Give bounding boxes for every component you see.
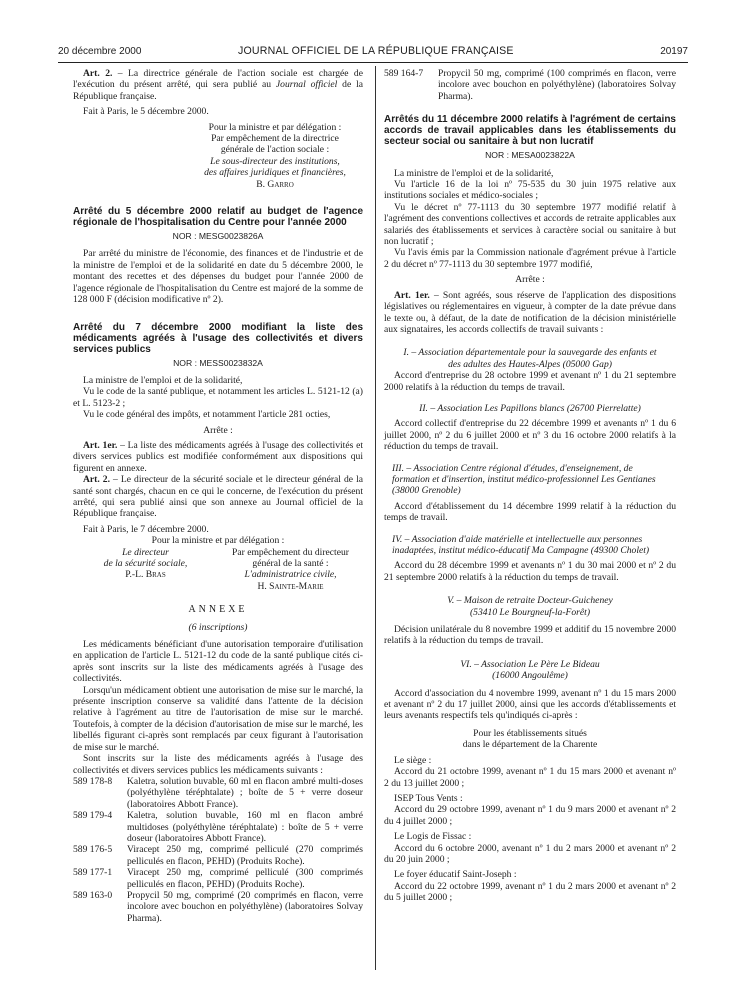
visa-line: Vu le décret nº 77-1113 du 30 septembre 1977 modifié relatif à l'agrément des conventions collectives et accords de retraite applicables aux salariés des établissements et services à caractère social ou sanitaire à but non lucratif ; (384, 201, 676, 248)
section-title: VI. – Association Le Père Le Bideau (460, 658, 600, 670)
signature-block-1: Pour la ministre et par délégation : Par empêchement de la directrice générale de l'action sociale : Le sous-directeur des institutions, des affaires juridiques et financières, B. Garro (204, 121, 346, 190)
section-body: Accord collectif d'entreprise du 22 décembre 1999 et avenants nº 1 du 6 juillet 2000, nº 2 du 6 juillet 2000 et nº 3 du 16 octobre 2000 relatifs à la réduction du temps de travail. (384, 418, 676, 453)
annexe-paragraph: Les médicaments bénéficiant d'une autorisation temporaire d'utilisation en application de l'article L. 5121-12 du code de la santé publique cités ci-après sont inscrits sur la liste des médicaments agréés à l'usage des collectivités. (73, 639, 363, 685)
section-body: Décision unilatérale du 8 novembre 1999 et additif du 15 novembre 2000 relatifs à la réduction du temps de travail. (384, 624, 676, 647)
medicament-entry: 589 179-4 Kaletra, solution buvable, 160 ml en flacon ambré multidoses (polyéthylène téréphtalate) : boîte de 5 + verre doseur (laboratoires Abbott France). (73, 810, 363, 844)
etablissement-name: Le siège : (394, 754, 432, 766)
arrete-label: Arrête : (203, 424, 233, 436)
section-title: II. – Association Les Papillons blancs (26700 Pierrelatte) (419, 402, 641, 414)
article-2-paragraph: Art. 2. – La directrice générale de l'action sociale est chargée de l'exécution du présent arrêté, qui sera publié au Journal officiel de la République française. (73, 68, 363, 102)
visa-line: Vu l'avis émis par la Commission nationale d'agrément prévue à l'article 2 du décret nº 77-1113 du 30 septembre 1977 modifié, (384, 247, 676, 270)
etablissement-accord: Accord du 29 octobre 1999, avenant nº 1 du 9 mars 2000 et avenant nº 2 du 4 juillet 2000 ; (384, 804, 676, 827)
etablissement-name: ISEP Tous Vents : (394, 792, 463, 804)
annexe-paragraph: Lorsqu'un médicament obtient une autorisation de mise sur le marché, la présente inscription conserve sa validité dans l'attente de la décision relative à l'agrément au titre de l'autorisation de mise sur le marché. Toutefois, à compter de la décision d'autorisation de mise sur le marché, les libellés figurant ci-après sont remplacés par ceux figurant à l'autorisation de mise sur le marché. (73, 684, 363, 753)
visa-line: La ministre de l'emploi et de la solidarité, (394, 167, 554, 179)
section-body: Accord d'établissement du 14 décembre 1999 relatif à la réduction du temps de travail. (384, 500, 676, 524)
header-date: 20 décembre 2000 (58, 46, 142, 57)
visa-line: La ministre de l'emploi et de la solidarité, (83, 374, 243, 386)
medicament-entry: 589 164-7 Propycil 50 mg, comprimé (100 comprimés en flacon, verre incolore avec bouchon en polyéthylène) (laboratoires Solvay Pharma). (384, 68, 676, 102)
arrete-label: Arrête : (515, 274, 545, 286)
section-title: V. – Maison de retraite Docteur-Guicheney (447, 595, 613, 607)
arrete-title-budget: Arrêté du 5 décembre 2000 relatif au budget de l'agence régionale de l'hospitalisation du Centre pour l'année 2000 (73, 206, 363, 229)
fait-a-paris-2: Fait à Paris, le 7 décembre 2000. (83, 523, 209, 535)
fait-a-paris-1: Fait à Paris, le 5 décembre 2000. (83, 106, 209, 118)
section-subtitle: (53410 Le Bourgneuf-la-Forêt) (469, 606, 591, 618)
etablissement-accord: Accord du 22 octobre 1999, avenant nº 1 du 2 mars 2000 et avenant nº 2 du 5 juillet 2000 ; (384, 880, 676, 904)
annexe-paragraph: Sont inscrits sur la liste des médicaments agréés à l'usage des collectivités et divers services publics les médicaments suivants : (73, 753, 363, 776)
visa-line: Vu l'article 16 de la loi nº 75-535 du 30 juin 1975 relative aux institutions sociales et médico-sociales ; (384, 179, 676, 202)
arrete-budget-body: Par arrêté du ministre de l'économie, des finances et de l'industrie et de la ministre de l'emploi et de la solidarité en date du 5 décembre 2000, le montant des recettes et des dépenses du budget pour l'année 2000 de l'agence régionale de l'hospitalisation du Centre est majoré de la somme de 128 000 F (décision modificative nº 2). (73, 248, 363, 306)
etablissements-heading: dans le département de la Charente (462, 739, 598, 751)
nor-reference: NOR : MESA0023822A (485, 150, 575, 161)
section-subtitle: (16000 Angoulême) (492, 670, 568, 682)
medicament-entry: 589 176-5 Viracept 250 mg, comprimé pelliculé (270 comprimés pelliculés en flacon, PEHD) (Produits Roche). (73, 844, 363, 867)
etablissement-accord: Accord du 6 octobre 2000, avenant nº 1 du 2 mars 2000 et avenant nº 2 du 20 juin 2000 ; (384, 842, 676, 865)
section-body: Accord d'entreprise du 28 octobre 1999 et avenant nº 1 du 21 septembre 2000 relatifs à la réduction du temps de travail. (384, 370, 676, 393)
header-rule (58, 62, 688, 63)
column-divider (375, 66, 376, 970)
article-2-paragraph: Art. 2. – Le directeur de la sécurité sociale et le directeur général de la santé sont chargés, chacun en ce qui le concerne, de l'exécution du présent arrêté, qui sera publié ainsi que son annexe au Journal officiel de la République française. (73, 474, 363, 520)
visa-line: Vu le code général des impôts, et notamment l'article 281 octies, (83, 409, 331, 421)
nor-reference: NOR : MESS0023832A (173, 357, 263, 368)
section-title: III. – Association Centre régional d'études, d'enseignement, de formation et d'insertion, institut médico-professionnel Les Gentianes (38000 Grenoble) (392, 462, 656, 497)
article-1-paragraph: Art. 1er. – La liste des médicaments agréés à l'usage des collectivités et divers services publics est modifiée conformément aux dispositions qui figurent en annexe. (73, 439, 363, 474)
inscriptions-count: (6 inscriptions) (188, 621, 248, 633)
section-body: Accord d'association du 4 novembre 1999, avenant nº 1 du 15 mars 2000 et avenant nº 2 du 17 juillet 2000, ainsi que les accords d'établissements et leurs avenants respectifs tels qu'indiqués ci-après : (384, 687, 676, 722)
etablissement-name: Le foyer éducatif Saint-Joseph : (394, 869, 517, 881)
signature-block-2: Le directeur de la sécurité sociale, P.-L. Bras Par empêchement du directeur général de la santé : L'administratrice civile, H. Sainte-Marie (103, 546, 349, 592)
medicament-entry: 589 163-0 Propycil 50 mg, comprimé (20 comprimés en flacon, verre incolore avec bouchon en polyéthylène) (laboratoires Solvay Pharma). (73, 889, 363, 924)
visa-line: Vu le code de la santé publique, et notamment les articles L. 5121-12 (a) et L. 5123-2 ; (73, 386, 363, 409)
etablissement-accord: Accord du 21 octobre 1999, avenant nº 1 du 15 mars 2000 et avenant nº 2 du 13 juillet 2000 ; (384, 766, 676, 789)
section-title: I. – Association départementale pour la sauvegarde des enfants et des adultes des Hautes-Alpes (05000 Gap) (403, 347, 657, 370)
left-column (73, 68, 363, 924)
arrete-title-agrement: Arrêtés du 11 décembre 2000 relatifs à l'agrément de certains accords de travail applicables dans les établissements du secteur social ou sanitaire à but non lucratif (384, 114, 676, 148)
medicament-entry: 589 177-1 Viracept 250 mg, comprimé pelliculé (300 comprimés pelliculés en flacon, PEHD) (Produits Roche). (73, 867, 363, 890)
right-column (384, 68, 676, 904)
header-journal-title: JOURNAL OFFICIEL DE LA RÉPUBLIQUE FRANÇAISE (238, 45, 514, 57)
section-title: IV. – Association d'aide matérielle et intellectuelle aux personnes inadaptées, institut médico-éducatif Ma Campagne (49300 Cholet) (392, 533, 650, 556)
section-body: Accord du 28 décembre 1999 et avenants nº 1 du 30 mai 2000 et nº 2 du 21 septembre 2000 relatifs à la réduction du temps de travail. (384, 560, 676, 583)
etablissement-name: Le Logis de Fissac : (394, 831, 472, 843)
etablissements-heading: Pour les établissements situés (473, 727, 587, 739)
article-1-paragraph: Art. 1er. – Sont agréés, sous réserve de l'application des dispositions législatives ou réglementaires en vigueur, à compter de la date prévue dans le texte ou, à défaut, de la date de notification de la décision ministérielle aux signataires, les accords collectifs de travail suivants : (384, 289, 676, 335)
nor-reference: NOR : MESG0023826A (172, 231, 264, 242)
header-page-number: 20197 (660, 46, 688, 57)
medicament-entry: 589 178-8 Kaletra, solution buvable, 60 ml en flacon ambré multi-doses (polyéthylène téréphtalate) ; boîte de 5 + verre doseur (laboratoires Abbott France). (73, 775, 363, 810)
arrete-title-medicaments: Arrêté du 7 décembre 2000 modifiant la liste des médicaments agréés à l'usage des collectivités et divers services publics (73, 321, 363, 355)
annexe-heading: ANNEXE (188, 604, 248, 616)
signature-head: Pour la ministre et par délégation : (151, 535, 285, 547)
page-header (58, 46, 688, 60)
